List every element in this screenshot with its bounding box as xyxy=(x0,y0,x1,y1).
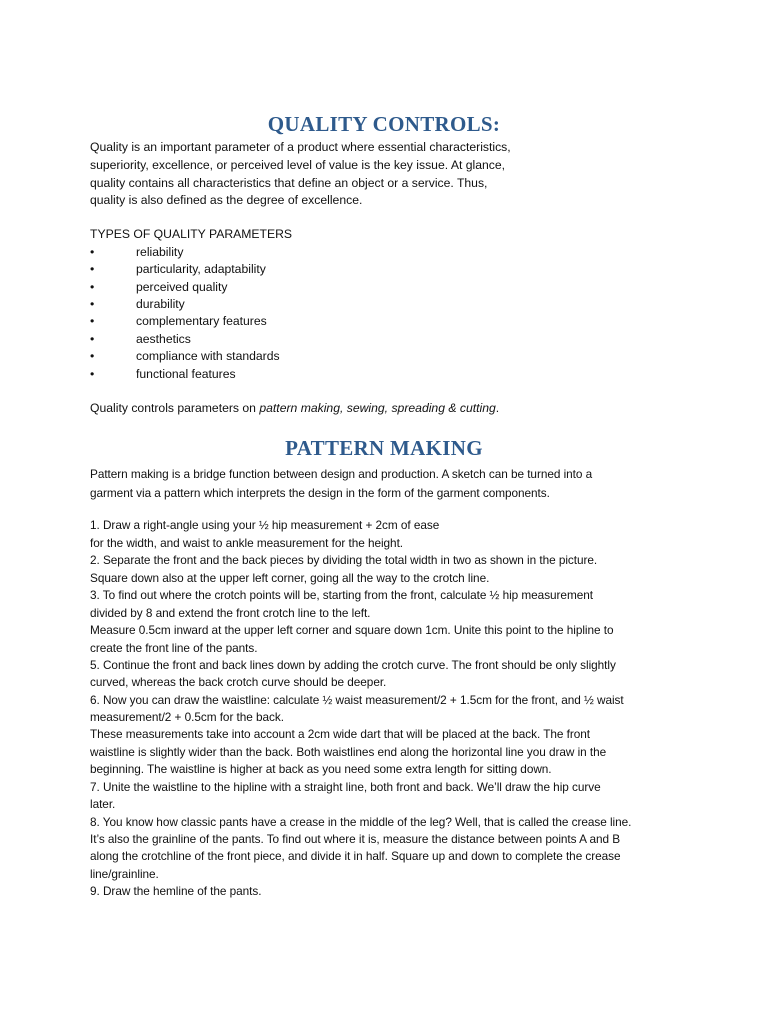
quality-summary-prefix: Quality controls parameters on xyxy=(90,401,260,415)
bullet-icon: • xyxy=(90,332,95,346)
pattern-step-line: for the width, and waist to ankle measurement for the height. xyxy=(90,536,404,550)
bullet-icon: • xyxy=(90,262,95,276)
pattern-step-line: line/grainline. xyxy=(90,867,159,881)
pattern-step-line: create the front line of the pants. xyxy=(90,641,258,655)
pattern-step-line: 7. Unite the waistline to the hipline with a straight line, both front and back. We’ll draw the hip curve xyxy=(90,780,601,794)
list-item: durability xyxy=(136,297,185,311)
pattern-step-line: These measurements take into account a 2cm wide dart that will be placed at the back. The front xyxy=(90,727,590,741)
pattern-step-line: It’s also the grainline of the pants. To find out where it is, measure the distance between points A and B xyxy=(90,832,621,846)
pattern-step-line: Measure 0.5cm inward at the upper left corner and square down 1cm. Unite this point to the hipline to xyxy=(90,623,614,637)
list-item: perceived quality xyxy=(136,280,228,294)
pattern-step-line: 3. To find out where the crotch points will be, starting from the front, calculate ½ hip measurement xyxy=(90,588,593,602)
pattern-step-line: curved, whereas the back crotch curve should be deeper. xyxy=(90,675,387,689)
pattern-step-line: 1. Draw a right-angle using your ½ hip measurement + 2cm of ease xyxy=(90,518,440,532)
quality-intro-line: quality contains all characteristics that define an object or a service. Thus, xyxy=(90,176,488,190)
pattern-step-line: later. xyxy=(90,797,116,811)
quality-intro-line: superiority, excellence, or perceived level of value is the key issue. At glance, xyxy=(90,158,506,172)
pattern-step-line: 2. Separate the front and the back pieces by dividing the total width in two as shown in the picture. xyxy=(90,553,598,567)
bullet-icon: • xyxy=(90,280,95,294)
pattern-step-line: 9. Draw the hemline of the pants. xyxy=(90,884,262,898)
list-item: reliability xyxy=(136,245,184,259)
quality-intro-line: Quality is an important parameter of a product where essential characteristics, xyxy=(90,140,511,154)
quality-controls-heading: QUALITY CONTROLS: xyxy=(267,112,501,136)
pattern-step-line: beginning. The waistline is higher at back as you need some extra length for sitting down. xyxy=(90,762,552,776)
pattern-making-heading: PATTERN MAKING xyxy=(285,436,483,460)
list-item: aesthetics xyxy=(136,332,191,346)
pattern-step-line: 8. You know how classic pants have a crease in the middle of the leg? Well, that is called the crease line. xyxy=(90,815,632,829)
bullet-icon: • xyxy=(90,367,95,381)
quality-types-heading: TYPES OF QUALITY PARAMETERS xyxy=(90,227,293,241)
quality-summary xyxy=(90,400,499,417)
pattern-step-line: along the crotchline of the front piece, and divide it in half. Square up and down to complete the crease xyxy=(90,849,621,863)
list-item: complementary features xyxy=(136,314,267,328)
list-item: particularity, adaptability xyxy=(136,262,266,276)
bullet-icon: • xyxy=(90,297,95,311)
pattern-step-line: measurement/2 + 0.5cm for the back. xyxy=(90,710,284,724)
bullet-icon: • xyxy=(90,349,95,363)
pattern-intro-line: Pattern making is a bridge function between design and production. A sketch can be turned into a xyxy=(90,467,593,481)
pattern-step-line: 6. Now you can draw the waistline: calculate ½ waist measurement/2 + 1.5cm for the front, and ½ waist xyxy=(90,693,624,707)
quality-summary-suffix: . xyxy=(495,401,500,415)
list-item: functional features xyxy=(136,367,236,381)
list-item: compliance with standards xyxy=(136,349,280,363)
pattern-intro-line: garment via a pattern which interprets the design in the form of the garment components. xyxy=(90,486,550,500)
quality-intro-line: quality is also defined as the degree of excellence. xyxy=(90,193,363,207)
pattern-step-line: divided by 8 and extend the front crotch line to the left. xyxy=(90,606,371,620)
quality-summary-topics: pattern making, sewing, spreading & cutting xyxy=(259,401,496,415)
pattern-step-line: 5. Continue the front and back lines down by adding the crotch curve. The front should be only slightly xyxy=(90,658,616,672)
pattern-step-line: waistline is slightly wider than the back. Both waistlines end along the horizontal line you draw in the xyxy=(90,745,607,759)
pattern-step-line: Square down also at the upper left corner, going all the way to the crotch line. xyxy=(90,571,490,585)
bullet-icon: • xyxy=(90,245,95,259)
bullet-icon: • xyxy=(90,314,95,328)
